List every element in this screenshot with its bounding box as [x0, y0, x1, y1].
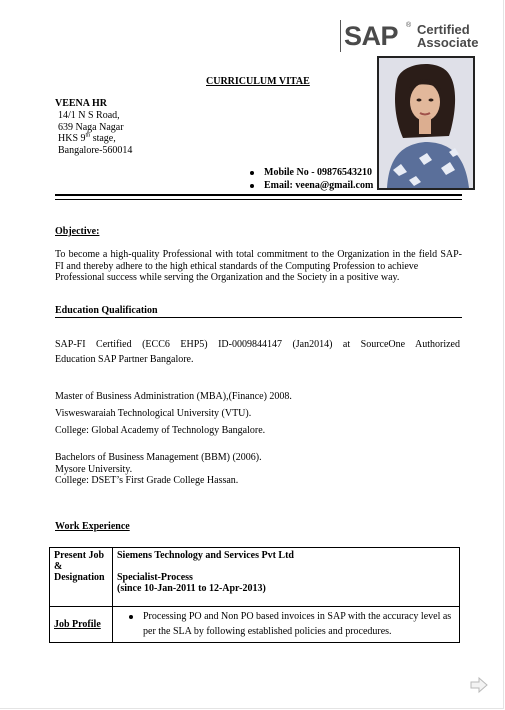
contact-list	[250, 166, 373, 192]
present-job-label-cell: Present Job & Designation	[50, 548, 113, 607]
designation: Specialist-Process	[117, 572, 193, 583]
objective-text: To become a high-quality Professional with total commitment to the Organization in the field SAP- FI and thereby adhere to the high ethical standards of the Computing Profession to achieve Professional success while serving the Organization and the Society in a positive way.	[55, 249, 462, 283]
logo-divider	[340, 20, 341, 52]
profile-photo	[377, 56, 475, 190]
address-line: 14/1 N S Road,	[58, 110, 120, 121]
job-profile-label-cell: Job Profile	[50, 607, 113, 643]
address-line: HKS 9th stage,	[58, 132, 116, 144]
present-job-details-cell	[113, 548, 460, 607]
bullet-icon	[129, 615, 133, 619]
employment-period: (since 10-Jan-2011 to 12-Apr-2013)	[117, 583, 266, 594]
address-line: 639 Naga Nagar	[58, 121, 124, 133]
certification-text: SAP-FI Certified (ECC6 EHP5) ID-0009844147 (Jan2014) at SourceOne Authorized Education SAP Partner Bangalore.	[55, 339, 460, 365]
list-item: Processing PO and Non PO based invoices in SAP with the accuracy level as per the SLA by following established policies and procedures.	[117, 609, 455, 639]
work-experience-heading: Work Experience	[55, 521, 130, 532]
address-block	[58, 110, 132, 156]
bbm-entry: Bachelors of Business Management (BBM) (2006). Mysore University. College: DSET’s First Grade College Hassan.	[55, 452, 262, 486]
certified-associate-text: Certified Associate	[417, 22, 479, 50]
table-row	[50, 607, 460, 643]
job-profile-details-cell	[113, 607, 460, 643]
address-line: Bangalore-560014	[58, 144, 133, 156]
portrait-image	[379, 58, 473, 188]
mba-entry: Master of Business Administration (MBA),(Finance) 2008. Visweswaraiah Technological University (VTU). College: Global Academy of Technology Bangalore.	[55, 391, 292, 436]
bullet-icon	[250, 184, 254, 188]
registered-mark: ®	[406, 22, 412, 29]
next-page-arrow-icon[interactable]	[469, 675, 489, 695]
sap-logo-text: SAP	[344, 21, 399, 51]
mobile-item: Mobile No - 09876543210	[250, 166, 373, 179]
education-heading: Education Qualification	[55, 305, 462, 318]
work-experience-table	[49, 547, 460, 643]
bullet-icon	[250, 171, 254, 175]
sap-certified-logo	[340, 20, 488, 52]
document-title: CURRICULUM VITAE	[206, 76, 310, 87]
table-row	[50, 548, 460, 607]
candidate-name: VEENA HR	[55, 98, 107, 109]
header-divider-thin	[55, 199, 462, 200]
email-item: Email: veena@gmail.com	[250, 179, 373, 192]
objective-heading: Objective:	[55, 226, 100, 237]
company-name: Siemens Technology and Services Pvt Ltd	[117, 550, 294, 561]
header-divider-thick	[55, 194, 462, 196]
